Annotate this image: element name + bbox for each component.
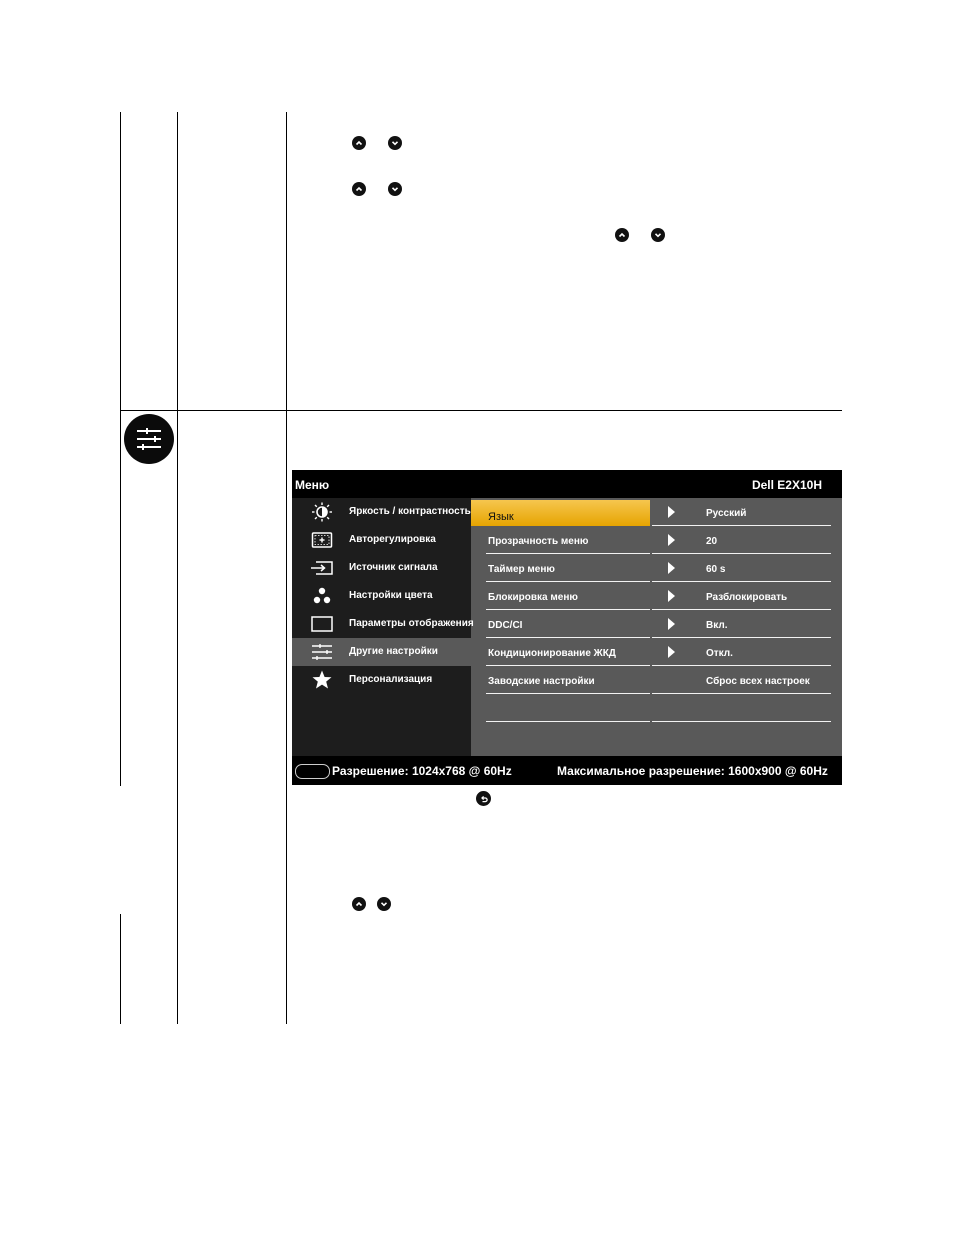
triangle-right-icon (668, 562, 675, 574)
up-button-icon (352, 182, 366, 196)
menu-item-label: Яркость / контрастность (349, 506, 471, 517)
triangle-right-icon (668, 618, 675, 630)
submenu-item-value: Сброс всех настроек (706, 676, 810, 687)
submenu-row-lcd-conditioning[interactable] (471, 638, 842, 666)
display-settings-icon (308, 613, 336, 635)
back-button-icon (476, 791, 491, 806)
menu-item-input-source[interactable] (292, 554, 471, 582)
logo-icon (295, 764, 330, 779)
menu-item-personalize[interactable] (292, 666, 471, 694)
menu-item-label: Другие настройки (349, 646, 438, 657)
triangle-right-icon (668, 506, 675, 518)
menu-item-color-settings[interactable] (292, 582, 471, 610)
menu-item-auto-adjust[interactable] (292, 526, 471, 554)
input-source-icon (308, 557, 336, 579)
table-border-left-lower (120, 914, 121, 1024)
submenu-item-name: DDC/CI (488, 620, 523, 631)
submenu-item-name: Блокировка меню (488, 592, 578, 603)
submenu-item-name: Кондиционирование ЖКД (488, 648, 616, 659)
down-button-icon (651, 228, 665, 242)
down-button-icon (388, 136, 402, 150)
row-separator (652, 721, 831, 722)
row-separator (486, 721, 650, 722)
submenu-row-empty (471, 694, 842, 722)
menu-item-label: Авторегулировка (349, 534, 436, 545)
down-button-icon (388, 182, 402, 196)
auto-adjust-icon (308, 529, 336, 551)
table-column-divider-2 (286, 112, 287, 1024)
osd-footer (292, 756, 842, 785)
submenu-item-name: Язык (488, 511, 514, 523)
menu-item-display-settings[interactable] (292, 610, 474, 638)
table-column-divider-1 (177, 112, 178, 1024)
menu-item-brightness-contrast[interactable] (292, 498, 471, 526)
submenu-row-factory-reset[interactable] (471, 666, 842, 694)
table-row-divider (120, 410, 842, 411)
submenu-row-menu-timer[interactable] (471, 554, 842, 582)
submenu-item-value: Вкл. (706, 620, 728, 631)
submenu-row-menu-transparency[interactable] (471, 526, 842, 554)
star-icon (308, 669, 336, 691)
osd-menu-title: Меню (295, 478, 330, 492)
submenu-row-language[interactable] (471, 498, 842, 526)
table-border-left (120, 112, 121, 786)
menu-item-label: Источник сигнала (349, 562, 438, 573)
other-settings-icon (124, 414, 174, 464)
up-button-icon (615, 228, 629, 242)
submenu-item-value: Русский (706, 508, 747, 519)
osd-header (292, 470, 842, 498)
submenu-item-value: Откл. (706, 648, 733, 659)
up-button-icon (352, 136, 366, 150)
current-resolution: Разрешение: 1024x768 @ 60Hz (332, 764, 512, 778)
submenu-row-menu-lock[interactable] (471, 582, 842, 610)
submenu-item-value: 20 (706, 536, 718, 547)
osd-submenu (471, 498, 842, 756)
submenu-item-value: Разблокировать (706, 592, 788, 603)
submenu-item-value: 60 s (706, 564, 726, 575)
osd-main-menu (292, 498, 474, 756)
menu-item-label: Параметры отображения (349, 618, 474, 629)
osd-model-name: Dell E2X10H (751, 478, 822, 492)
up-button-icon (352, 897, 366, 911)
triangle-right-icon (668, 534, 675, 546)
submenu-item-name: Заводские настройки (488, 676, 595, 687)
color-settings-icon (308, 585, 336, 607)
osd-menu (292, 470, 842, 785)
down-button-icon (377, 897, 391, 911)
other-settings-icon (308, 641, 336, 663)
menu-item-label: Настройки цвета (349, 590, 433, 601)
menu-item-label: Персонализация (349, 674, 433, 685)
triangle-right-icon (668, 646, 675, 658)
submenu-row-ddc-ci[interactable] (471, 610, 842, 638)
brightness-contrast-icon (308, 501, 336, 523)
menu-item-other-settings[interactable] (292, 638, 471, 666)
max-resolution: Максимальное разрешение: 1600x900 @ 60Hz (557, 764, 828, 778)
triangle-right-icon (668, 590, 675, 602)
submenu-item-name: Прозрачность меню (488, 536, 589, 547)
submenu-item-name: Таймер меню (488, 564, 555, 575)
